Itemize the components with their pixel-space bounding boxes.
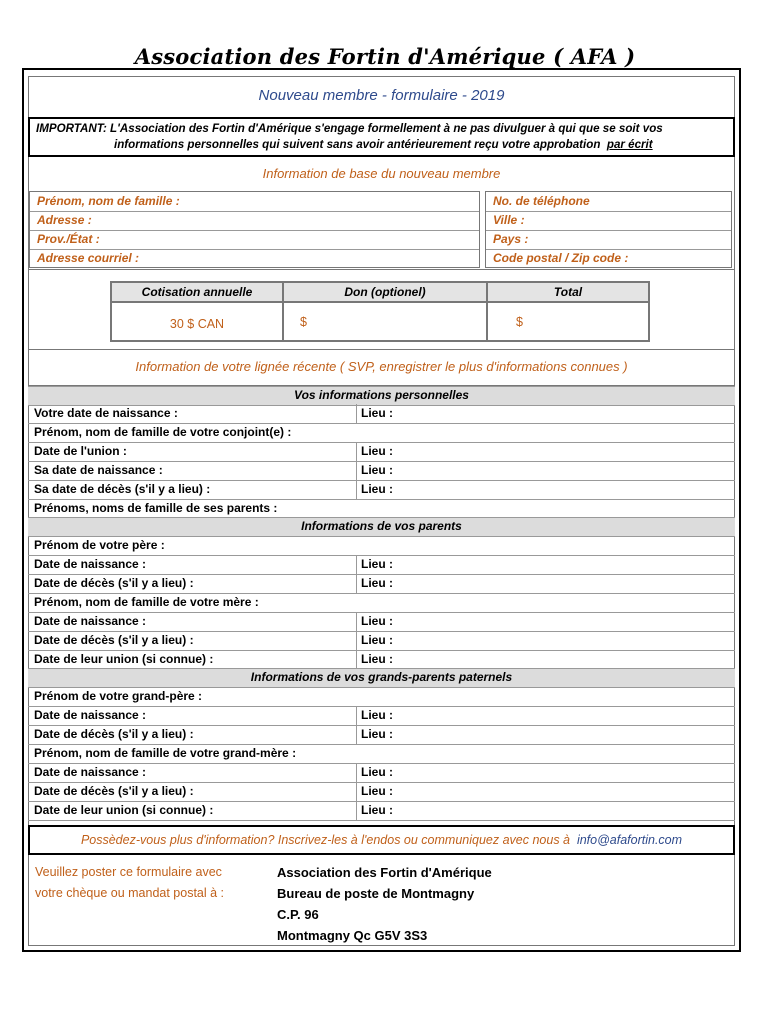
- place-label: Lieu :: [361, 576, 393, 590]
- column-separator: [356, 706, 357, 725]
- more-info-banner: [28, 825, 735, 855]
- list-item[interactable]: [28, 763, 735, 783]
- row-label: Prénom de votre père :: [34, 538, 165, 552]
- row-label: Sa date de décès (s'il y a lieu) :: [34, 482, 211, 496]
- address-line: C.P. 96: [277, 907, 319, 922]
- province-field[interactable]: Prov./État :: [30, 230, 479, 250]
- fees-table: [110, 281, 650, 342]
- row-label: Votre date de naissance :: [34, 406, 178, 420]
- row-label: Prénom, nom de famille de votre grand-mère :: [34, 746, 297, 760]
- place-label: Lieu :: [361, 557, 393, 571]
- row-label: Prénom, nom de famille de votre mère :: [34, 595, 259, 609]
- list-item[interactable]: [28, 706, 735, 726]
- column-separator: [356, 612, 357, 631]
- row-label: Date de naissance :: [34, 614, 147, 628]
- list-item[interactable]: [28, 782, 735, 802]
- place-label: Lieu :: [361, 444, 393, 458]
- list-item[interactable]: [28, 744, 735, 764]
- place-label: Lieu :: [361, 463, 393, 477]
- row-label: Prénoms, noms de famille de ses parents :: [34, 501, 278, 515]
- email-field[interactable]: Adresse courriel :: [37, 251, 140, 265]
- base-info-left-box: [29, 191, 480, 268]
- fees-header-annual: Cotisation annuelle: [111, 282, 283, 302]
- list-item[interactable]: [28, 593, 735, 613]
- column-separator: [356, 782, 357, 801]
- list-item[interactable]: [28, 687, 735, 707]
- row-label: Date de naissance :: [34, 765, 147, 779]
- privacy-notice-line2: [36, 137, 727, 153]
- list-item[interactable]: [28, 404, 735, 424]
- list-item[interactable]: [28, 555, 735, 575]
- contact-email-link[interactable]: info@afafortin.com: [576, 833, 683, 847]
- list-item[interactable]: [28, 536, 735, 556]
- place-label: Lieu :: [361, 614, 393, 628]
- personal-info-heading: Vos informations personnelles: [28, 386, 735, 406]
- place-label: Lieu :: [361, 652, 393, 666]
- row-label: Date de naissance :: [34, 557, 147, 571]
- row-label: Date de leur union (si connue) :: [34, 803, 214, 817]
- parents-info-heading: Informations de vos parents: [28, 517, 735, 537]
- row-label: Date de décès (s'il y a lieu) :: [34, 784, 194, 798]
- place-label: Lieu :: [361, 803, 393, 817]
- column-separator: [356, 725, 357, 744]
- list-item[interactable]: [28, 801, 735, 821]
- list-item[interactable]: [28, 725, 735, 745]
- list-item[interactable]: [28, 612, 735, 632]
- mailing-address: [277, 862, 697, 946]
- column-separator: [356, 480, 357, 499]
- fees-header-total: Total: [487, 282, 649, 302]
- more-info-text: Possèdez-vous plus d'information? Inscrivez-les à l'endos ou communiquez avec nous à: [80, 833, 570, 847]
- place-label: Lieu :: [361, 708, 393, 722]
- privacy-notice-line1: IMPORTANT: L'Association des Fortin d'Amérique s'engage formellement à ne pas divulguer à qui que se soit vos: [36, 122, 663, 135]
- list-item[interactable]: [28, 499, 735, 518]
- base-info-right-box: [485, 191, 732, 268]
- donation-field[interactable]: $: [283, 302, 487, 341]
- mailing-instructions-line2: votre chèque ou mandat postal à :: [35, 886, 225, 900]
- place-label: Lieu :: [361, 482, 393, 496]
- country-field[interactable]: Pays :: [486, 230, 731, 250]
- mailing-instructions: [35, 862, 265, 904]
- row-label: Date de décès (s'il y a lieu) :: [34, 576, 194, 590]
- row-label: Date de décès (s'il y a lieu) :: [34, 633, 194, 647]
- column-separator: [356, 442, 357, 461]
- column-separator: [356, 763, 357, 782]
- list-item[interactable]: [28, 442, 735, 462]
- column-separator: [356, 555, 357, 574]
- row-label: Prénom, nom de famille de votre conjoint(e) :: [34, 425, 292, 439]
- column-separator: [356, 404, 357, 423]
- row-label: Date de décès (s'il y a lieu) :: [34, 727, 194, 741]
- list-item[interactable]: [28, 650, 735, 669]
- address-field[interactable]: Adresse :: [30, 211, 479, 231]
- postal-code-field[interactable]: Code postal / Zip code :: [493, 251, 629, 265]
- row-label: Prénom de votre grand-père :: [34, 689, 203, 703]
- annual-fee-value: 30 $ CAN: [111, 302, 283, 341]
- row-label: Date de leur union (si connue) :: [34, 652, 214, 666]
- list-item[interactable]: [28, 423, 735, 443]
- fees-header-donation: Don (optionel): [283, 282, 487, 302]
- address-line: Association des Fortin d'Amérique: [277, 865, 492, 880]
- phone-field[interactable]: No. de téléphone: [486, 192, 731, 212]
- name-field[interactable]: Prénom, nom de famille :: [30, 192, 479, 212]
- list-item[interactable]: [28, 631, 735, 651]
- column-separator: [356, 650, 357, 669]
- lineage-heading: Information de votre lignée récente ( SVP, enregistrer le plus d'informations connues ): [135, 359, 628, 374]
- place-label: Lieu :: [361, 765, 393, 779]
- list-item[interactable]: [28, 461, 735, 481]
- form-subtitle: Nouveau membre - formulaire - 2019: [258, 87, 505, 104]
- list-item[interactable]: [28, 480, 735, 500]
- mailing-instructions-line1: Veuillez poster ce formulaire avec: [35, 865, 222, 879]
- address-line: Bureau de poste de Montmagny: [277, 886, 475, 901]
- total-field[interactable]: $: [487, 302, 649, 341]
- address-line: Montmagny Qc G5V 3S3: [277, 928, 428, 943]
- place-label: Lieu :: [361, 784, 393, 798]
- divider: [28, 269, 735, 270]
- city-field[interactable]: Ville :: [486, 211, 731, 231]
- row-label: Sa date de naissance :: [34, 463, 163, 477]
- column-separator: [356, 461, 357, 480]
- divider: [28, 349, 735, 350]
- base-info-heading: Information de base du nouveau membre: [262, 166, 501, 181]
- privacy-notice-emphasis: par écrit: [606, 138, 653, 151]
- row-label: Date de naissance :: [34, 708, 147, 722]
- privacy-notice: [28, 117, 735, 157]
- place-label: Lieu :: [361, 406, 393, 420]
- column-separator: [356, 631, 357, 650]
- column-separator: [356, 574, 357, 593]
- place-label: Lieu :: [361, 633, 393, 647]
- list-item[interactable]: [28, 574, 735, 594]
- grandparents-info-heading: Informations de vos grands-parents paternels: [28, 668, 735, 688]
- document-title: Association des Fortin d'Amérique ( AFA ): [134, 44, 636, 69]
- row-label: Date de l'union :: [34, 444, 127, 458]
- column-separator: [356, 801, 357, 820]
- place-label: Lieu :: [361, 727, 393, 741]
- privacy-notice-text: informations personnelles qui suivent sans avoir antérieurement reçu votre approbation: [114, 138, 601, 151]
